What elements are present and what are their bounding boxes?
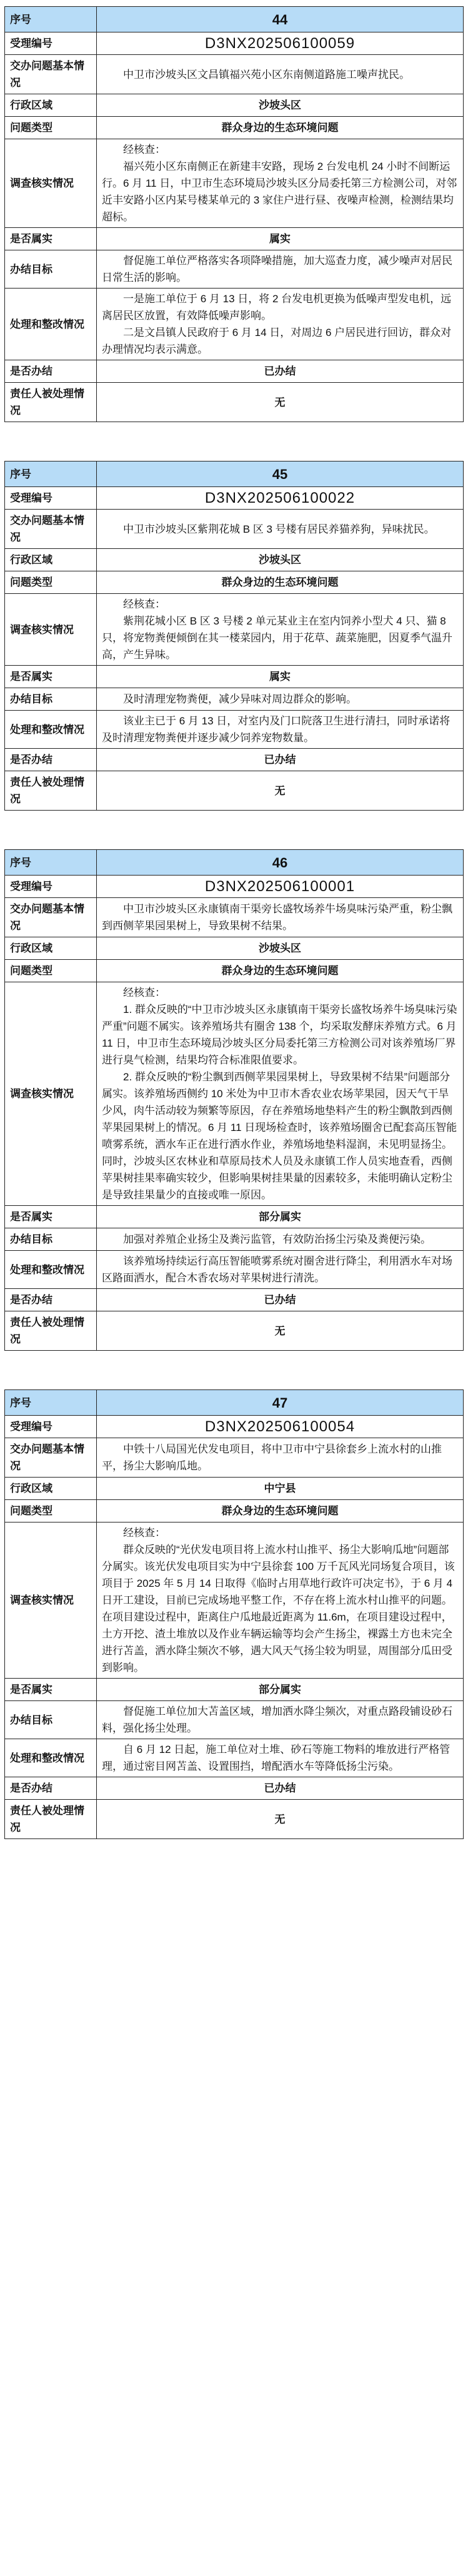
verify-paragraph: 经核查： bbox=[123, 987, 166, 999]
goal-label: 办结目标 bbox=[5, 688, 97, 711]
verify-label: 调查核实情况 bbox=[5, 1522, 97, 1679]
verify-value bbox=[97, 1522, 464, 1679]
handling-paragraph: 该业主已于 6 月 13 日，对室内及门口院落卫生进行清扫，同时承诺将及时清理宠物粪便并逐步减少饲养宠物数量。 bbox=[102, 715, 451, 744]
seq-label: 序号 bbox=[5, 1390, 97, 1416]
code-value: D3NX202506100054 bbox=[97, 1416, 464, 1438]
summary-row bbox=[5, 1438, 464, 1478]
handling-label: 处理和整改情况 bbox=[5, 1251, 97, 1289]
handling-value bbox=[97, 711, 464, 749]
verify-paragraph: 福兴苑小区东南侧正在新建丰安路，现场 2 台发电机 24 小时不间断运行。6 月 11 日，中卫市生态环境局沙坡头区分局委托第三方检测公司，对邻近丰安路小区内某号楼某单元的 3 家住户进行昼、夜噪声检测，检测结果均超标。 bbox=[102, 160, 457, 223]
true-row bbox=[5, 666, 464, 688]
accountability-label: 责任人被处理情况 bbox=[5, 771, 97, 811]
closed-label: 是否办结 bbox=[5, 749, 97, 771]
verify-paragraph: 1. 群众反映的“中卫市沙坡头区永康镇南干渠旁长盛牧场养牛场臭味污染严重”问题不属实。该养殖场共有圈舍 138 个，均采取发酵床养殖方式。6 月 11 日，中卫市生态环境局沙坡头区分局委托第三方检测公司对该养殖场厂界进行臭气检测，结果均符合标准限值要求。 bbox=[102, 1004, 457, 1066]
seq-value: 47 bbox=[97, 1390, 464, 1416]
seq-value: 45 bbox=[97, 461, 464, 487]
closed-row bbox=[5, 1289, 464, 1311]
handling-paragraph: 该养殖场持续运行高压智能喷雾系统对圈舍进行降尘，利用洒水车对场区路面洒水，配合木香农场对苹果树进行清洗。 bbox=[102, 1255, 452, 1284]
closed-value: 已办结 bbox=[97, 1289, 464, 1311]
type-label: 问题类型 bbox=[5, 571, 97, 594]
type-row bbox=[5, 571, 464, 594]
summary-row bbox=[5, 55, 464, 94]
handling-row bbox=[5, 289, 464, 360]
case-table-44 bbox=[4, 6, 464, 422]
verify-label: 调查核实情况 bbox=[5, 982, 97, 1206]
region-value: 沙坡头区 bbox=[97, 549, 464, 571]
summary-row bbox=[5, 898, 464, 937]
region-row bbox=[5, 937, 464, 960]
type-row bbox=[5, 960, 464, 982]
region-value: 中宁县 bbox=[97, 1478, 464, 1500]
verify-paragraph: 紫荆花城小区 B 区 3 号楼 2 单元某业主在室内饲养小型犬 4 只、猫 8 只，将宠物粪便倾倒在其一楼菜园内，用于花草、蔬菜施肥，因夏季气温升高，产生异味。 bbox=[102, 615, 452, 661]
accountability-label: 责任人被处理情况 bbox=[5, 1800, 97, 1839]
true-label: 是否属实 bbox=[5, 1679, 97, 1701]
summary-value: 中卫市沙坡头区紫荆花城 B 区 3 号楼有居民养猫养狗，异味扰民。 bbox=[97, 510, 464, 549]
verify-label: 调查核实情况 bbox=[5, 594, 97, 666]
accountability-value: 无 bbox=[97, 771, 464, 811]
handling-label: 处理和整改情况 bbox=[5, 711, 97, 749]
goal-value: 加强对养殖企业扬尘及粪污监管，有效防治扬尘污染及粪便污染。 bbox=[97, 1228, 464, 1251]
region-row bbox=[5, 1478, 464, 1500]
code-value: D3NX202506100001 bbox=[97, 876, 464, 898]
code-value: D3NX202506100059 bbox=[97, 32, 464, 55]
type-value: 群众身边的生态环境问题 bbox=[97, 117, 464, 139]
goal-value: 及时清理宠物粪便，减少异味对周边群众的影响。 bbox=[97, 688, 464, 711]
closed-row bbox=[5, 1777, 464, 1800]
true-label: 是否属实 bbox=[5, 1206, 97, 1228]
code-label: 受理编号 bbox=[5, 1416, 97, 1438]
handling-value bbox=[97, 289, 464, 360]
summary-label: 交办问题基本情况 bbox=[5, 510, 97, 549]
spacer bbox=[0, 811, 468, 849]
verify-paragraph: 2. 群众反映的“粉尘飘到西侧苹果园果树上，导致果树不结果”问题部分属实。该养殖场西侧约 10 米处为中卫市木香农业农场苹果园，因天气干旱少风，肉牛活动较为频繁等原因，存在养殖场地垫料产生的粉尘飘散到西侧苹果园果树上的情况。6 月 11 日现场检查时，该养殖场圈舍已配套高压智能喷雾系统，洒水车正在进行洒水作业，养殖场地垫料湿润，未见明显扬尘。同时，沙坡头区农林业和草原局技术人员及永康镇工作人员实地查看，西侧苹果树挂果率确实较少，但影响果树挂果量的因素较多，未能明确认定粉尘是导致挂果量少的直接或唯一原因。 bbox=[102, 1071, 457, 1201]
seq-value: 46 bbox=[97, 850, 464, 876]
summary-value: 中卫市沙坡头区文昌镇福兴苑小区东南侧道路施工噪声扰民。 bbox=[97, 55, 464, 94]
region-label: 行政区域 bbox=[5, 94, 97, 117]
type-label: 问题类型 bbox=[5, 960, 97, 982]
true-value: 属实 bbox=[97, 666, 464, 688]
code-label: 受理编号 bbox=[5, 32, 97, 55]
goal-row bbox=[5, 250, 464, 289]
code-row bbox=[5, 487, 464, 510]
code-label: 受理编号 bbox=[5, 876, 97, 898]
true-value: 部分属实 bbox=[97, 1206, 464, 1228]
case-table-47 bbox=[4, 1389, 464, 1839]
closed-label: 是否办结 bbox=[5, 1777, 97, 1800]
seq-label: 序号 bbox=[5, 461, 97, 487]
seq-row bbox=[5, 7, 464, 32]
case-table-45 bbox=[4, 461, 464, 811]
handling-paragraph: 自 6 月 12 日起，施工单位对土堆、砂石等施工物料的堆放进行严格管理，通过密目网苫盖、设置围挡，增配洒水车等降低扬尘污染。 bbox=[102, 1744, 451, 1772]
accountability-value: 无 bbox=[97, 1311, 464, 1351]
true-row bbox=[5, 228, 464, 250]
case-table-46 bbox=[4, 849, 464, 1351]
closed-label: 是否办结 bbox=[5, 360, 97, 383]
summary-label: 交办问题基本情况 bbox=[5, 55, 97, 94]
goal-label: 办结目标 bbox=[5, 1228, 97, 1251]
verify-value bbox=[97, 982, 464, 1206]
accountability-row bbox=[5, 1311, 464, 1351]
handling-value bbox=[97, 1739, 464, 1777]
verify-paragraph: 群众反映的“光伏发电项目将上流水村山推平、扬尘大影响瓜地”问题部分属实。该光伏发电项目实为中宁县徐套 100 万千瓦风光同场复合项目，该项目于 2025 年 5 月 14 日取得《临时占用草地行政许可决定书》，于 6 月 4 日开工建设，目前已完成场地平整工作，不存在将上流水村山推平的问题。在项目建设过程中，距离住户瓜地最近距离为 11.6m，在项目建设过程中，土方开挖、渣土堆放以及作业车辆运输等均会产生扬尘，裸露土方也未完全进行苫盖，洒水降尘频次不够，遇大风天气扬尘较为明显，周围部分瓜田受到影响。 bbox=[102, 1544, 455, 1674]
handling-label: 处理和整改情况 bbox=[5, 289, 97, 360]
verify-paragraph: 经核查： bbox=[123, 1527, 166, 1539]
summary-row bbox=[5, 510, 464, 549]
goal-label: 办结目标 bbox=[5, 1701, 97, 1739]
type-label: 问题类型 bbox=[5, 1500, 97, 1522]
region-value: 沙坡头区 bbox=[97, 937, 464, 960]
verify-row bbox=[5, 139, 464, 228]
region-row bbox=[5, 549, 464, 571]
goal-label: 办结目标 bbox=[5, 250, 97, 289]
verify-value bbox=[97, 594, 464, 666]
handling-value bbox=[97, 1251, 464, 1289]
goal-row bbox=[5, 1228, 464, 1251]
type-label: 问题类型 bbox=[5, 117, 97, 139]
goal-value: 督促施工单位加大苫盖区域，增加洒水降尘频次，对重点路段铺设砂石料，强化扬尘处理。 bbox=[97, 1701, 464, 1739]
region-label: 行政区域 bbox=[5, 549, 97, 571]
accountability-value: 无 bbox=[97, 383, 464, 422]
true-label: 是否属实 bbox=[5, 228, 97, 250]
seq-row bbox=[5, 461, 464, 487]
type-value: 群众身边的生态环境问题 bbox=[97, 960, 464, 982]
verify-label: 调查核实情况 bbox=[5, 139, 97, 228]
verify-value bbox=[97, 139, 464, 228]
accountability-row bbox=[5, 771, 464, 811]
region-value: 沙坡头区 bbox=[97, 94, 464, 117]
closed-label: 是否办结 bbox=[5, 1289, 97, 1311]
true-row bbox=[5, 1206, 464, 1228]
code-row bbox=[5, 876, 464, 898]
handling-paragraph: 一是施工单位于 6 月 13 日，将 2 台发电机更换为低噪声型发电机，远离居民区放置，有效降低噪声影响。 bbox=[102, 293, 452, 322]
seq-value: 44 bbox=[97, 7, 464, 32]
type-value: 群众身边的生态环境问题 bbox=[97, 571, 464, 594]
closed-value: 已办结 bbox=[97, 749, 464, 771]
verify-paragraph: 经核查： bbox=[123, 144, 166, 155]
verify-paragraph: 经核查： bbox=[123, 598, 166, 610]
summary-label: 交办问题基本情况 bbox=[5, 898, 97, 937]
accountability-row bbox=[5, 1800, 464, 1839]
verify-row bbox=[5, 1522, 464, 1679]
verify-row bbox=[5, 594, 464, 666]
closed-row bbox=[5, 360, 464, 383]
closed-row bbox=[5, 749, 464, 771]
region-row bbox=[5, 94, 464, 117]
handling-row bbox=[5, 1739, 464, 1777]
closed-value: 已办结 bbox=[97, 1777, 464, 1800]
goal-value: 督促施工单位严格落实各项降噪措施，加大巡查力度，减少噪声对居民日常生活的影响。 bbox=[97, 250, 464, 289]
region-label: 行政区域 bbox=[5, 937, 97, 960]
handling-row bbox=[5, 711, 464, 749]
code-label: 受理编号 bbox=[5, 487, 97, 510]
true-label: 是否属实 bbox=[5, 666, 97, 688]
seq-row bbox=[5, 1390, 464, 1416]
code-value: D3NX202506100022 bbox=[97, 487, 464, 510]
verify-row bbox=[5, 982, 464, 1206]
spacer bbox=[0, 422, 468, 461]
handling-row bbox=[5, 1251, 464, 1289]
true-row bbox=[5, 1679, 464, 1701]
goal-row bbox=[5, 688, 464, 711]
accountability-label: 责任人被处理情况 bbox=[5, 1311, 97, 1351]
region-label: 行政区域 bbox=[5, 1478, 97, 1500]
summary-value: 中卫市沙坡头区永康镇南干渠旁长盛牧场养牛场臭味污染严重，粉尘飘到西侧苹果园果树上，导致果树不结果。 bbox=[97, 898, 464, 937]
summary-label: 交办问题基本情况 bbox=[5, 1438, 97, 1478]
code-row bbox=[5, 1416, 464, 1438]
true-value: 部分属实 bbox=[97, 1679, 464, 1701]
accountability-value: 无 bbox=[97, 1800, 464, 1839]
code-row bbox=[5, 32, 464, 55]
type-value: 群众身边的生态环境问题 bbox=[97, 1500, 464, 1522]
seq-row bbox=[5, 850, 464, 876]
closed-value: 已办结 bbox=[97, 360, 464, 383]
accountability-row bbox=[5, 383, 464, 422]
handling-label: 处理和整改情况 bbox=[5, 1739, 97, 1777]
spacer bbox=[0, 1351, 468, 1389]
seq-label: 序号 bbox=[5, 7, 97, 32]
accountability-label: 责任人被处理情况 bbox=[5, 383, 97, 422]
goal-row bbox=[5, 1701, 464, 1739]
seq-label: 序号 bbox=[5, 850, 97, 876]
type-row bbox=[5, 1500, 464, 1522]
true-value: 属实 bbox=[97, 228, 464, 250]
summary-value: 中铁十八局国光伏发电项目，将中卫市中宁县徐套乡上流水村的山推平，扬尘大影响瓜地。 bbox=[97, 1438, 464, 1478]
type-row bbox=[5, 117, 464, 139]
handling-paragraph: 二是文昌镇人民政府于 6 月 14 日，对周边 6 户居民进行回访，群众对办理情况均表示满意。 bbox=[102, 327, 452, 355]
